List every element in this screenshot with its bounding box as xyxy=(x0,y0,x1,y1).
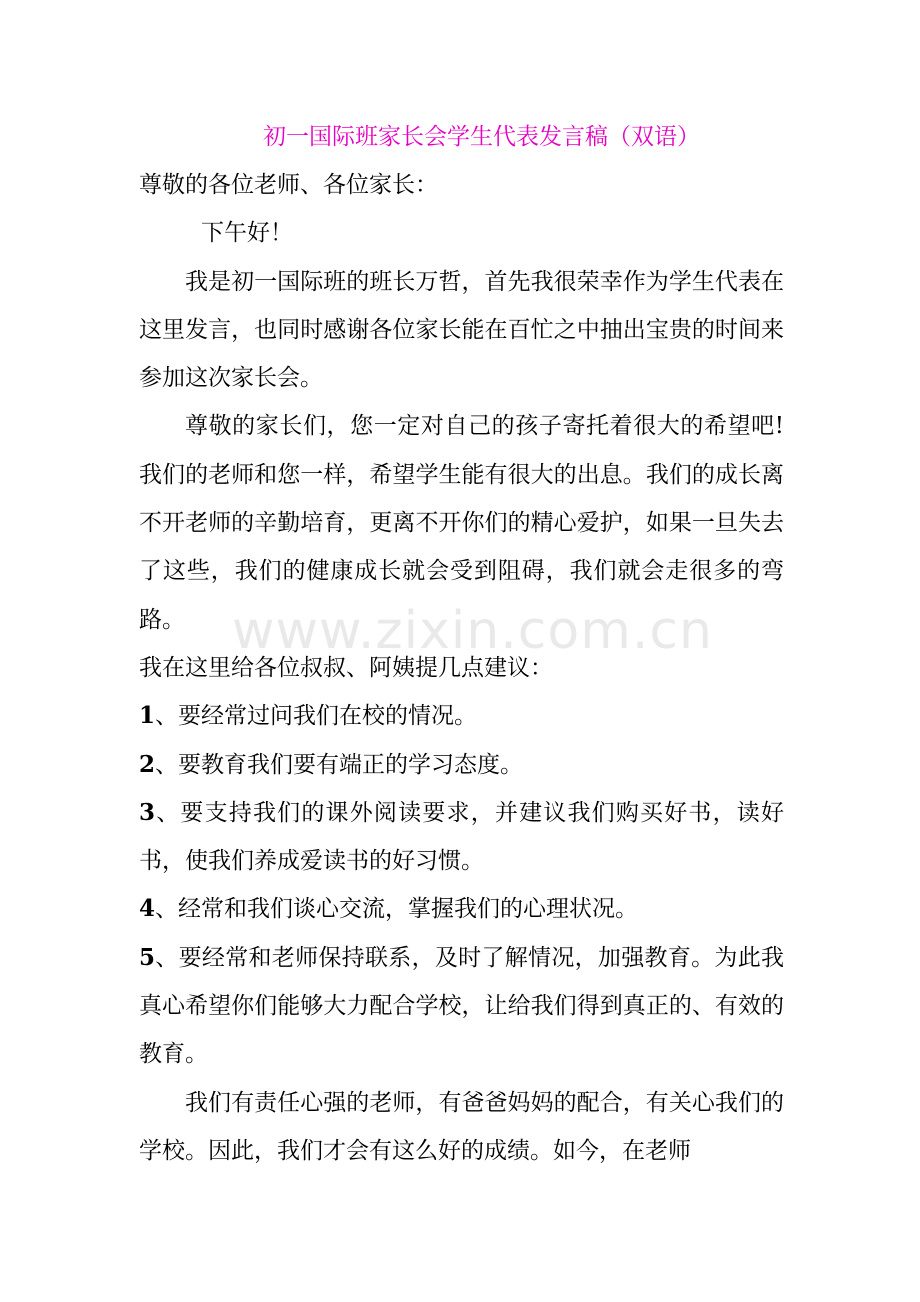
suggestion-number: 2 xyxy=(139,750,156,778)
suggestion-item xyxy=(139,934,784,1079)
suggestion-item xyxy=(139,885,784,933)
suggestion-item xyxy=(139,741,784,789)
paragraph-intro: 我是初一国际班的班长万哲，首先我很荣幸作为学生代表在这里发言，也同时感谢各位家长能在百忙之中抽出宝贵的时间来参加这次家长会。 xyxy=(139,268,784,392)
suggestion-number: 5 xyxy=(139,943,156,971)
suggestion-text: 、要经常过问我们在校的情况。 xyxy=(155,703,478,730)
suggestion-item xyxy=(139,692,784,740)
suggestion-number: 1 xyxy=(139,702,156,730)
suggestion-text: 、要支持我们的课外阅读要求，并建议我们购买好书，读好书，使我们养成爱读书的好习惯。 xyxy=(139,799,784,875)
document-body xyxy=(139,161,784,1175)
suggestion-number: 3 xyxy=(139,798,156,826)
suggestion-number: 4 xyxy=(139,895,156,923)
document-title: 初一国际班家长会学生代表发言稿（双语） xyxy=(263,124,700,150)
salutation: 尊敬的各位老师、各位家长： xyxy=(139,172,438,198)
greeting: 下午好！ xyxy=(201,220,293,247)
suggestion-intro: 我在这里给各位叔叔、阿姨提几点建议： xyxy=(139,654,553,681)
suggestion-text: 、要经常和老师保持联系，及时了解情况，加强教育。为此我真心希望你们能够大力配合学校，让给我们得到真正的、有效的教育。 xyxy=(139,944,784,1068)
suggestion-text: 、要教育我们要有端正的学习态度。 xyxy=(155,751,524,778)
paragraph-closing: 我们有责任心强的老师，有爸爸妈妈的配合，有关心我们的学校。因此，我们才会有这么好的成绩。如今，在老师 xyxy=(139,1089,784,1164)
suggestion-item xyxy=(139,789,784,886)
paragraph-parents: 尊敬的家长们，您一定对自己的孩子寄托着很大的希望吧!我们的老师和您一样，希望学生能有很大的出息。我们的成长离不开老师的辛勤培育，更离不开你们的精心爱护，如果一旦失去了这些，我们的健康成长就会受到阻碍，我们就会走很多的弯路。 xyxy=(139,413,784,633)
suggestion-text: 、经常和我们谈心交流，掌握我们的心理状况。 xyxy=(155,896,639,923)
watermark: www.zixin.com.cn xyxy=(232,601,713,661)
